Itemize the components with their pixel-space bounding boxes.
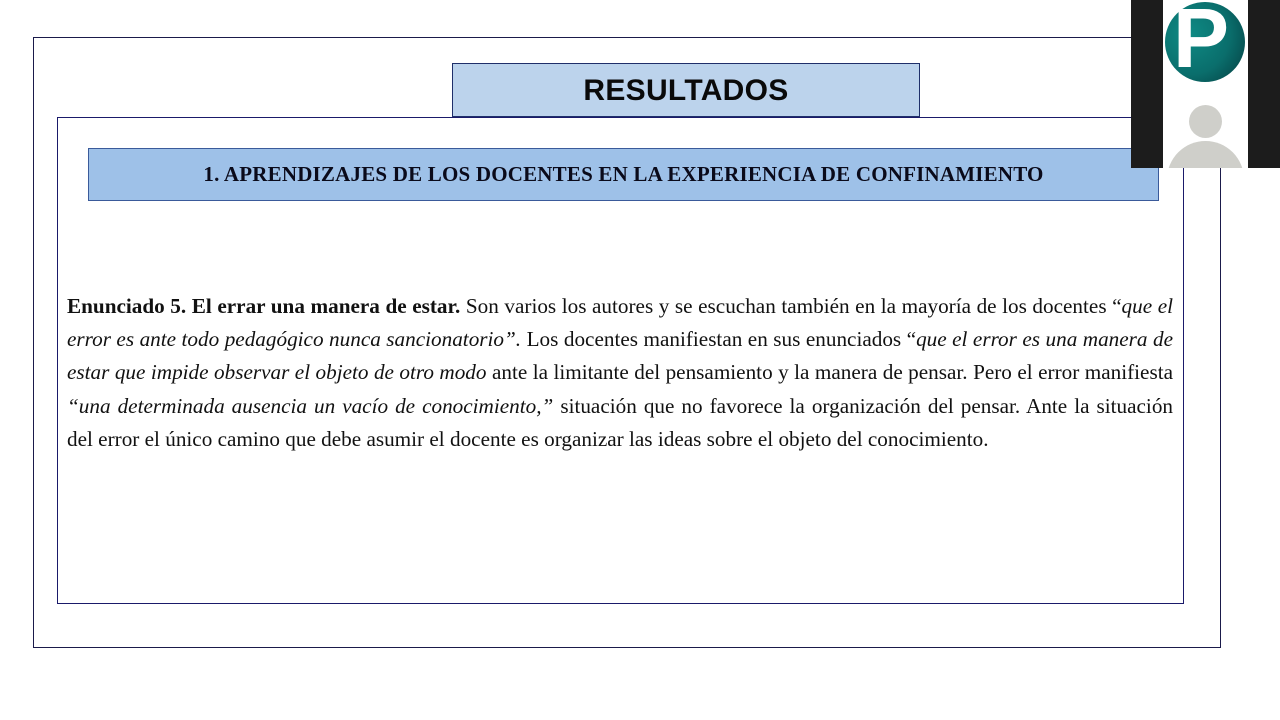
text-segment: situación que no favorece la organización del pensar. Ante la situación del error el único camino que debe asumir el docente es organizar las ideas sobre el objeto del conocimiento. xyxy=(67,393,1174,451)
text-segment: Son varios los autores y se escuchan también en la mayoría de los docentes “ xyxy=(460,294,1122,318)
section-heading-banner xyxy=(88,148,1159,201)
text-segment: Los docentes manifiestan en sus enunciados “ xyxy=(521,327,917,352)
statement-heading: Enunciado 5. El errar una manera de estar. xyxy=(67,294,461,318)
slide-title-box xyxy=(452,63,920,117)
section-heading: 1. APRENDIZAJES DE LOS DOCENTES EN LA EXPERIENCIA DE CONFINAMIENTO xyxy=(203,162,1044,186)
text-segment: ante la limitante del pensamiento y la manera de pensar. Pero el error manifiesta xyxy=(486,360,1173,385)
quote-segment: “una determinada ausencia un vacío de conocimiento,” xyxy=(67,393,554,418)
slide-title: RESULTADOS xyxy=(583,74,789,107)
quote-segment: que el error es una manera de estar que impide observar el objeto de otro modo xyxy=(67,327,1173,385)
p-logo-icon xyxy=(1165,0,1245,85)
participant-tile[interactable] xyxy=(1163,0,1248,168)
quote-segment: que el error es ante todo pedagógico nunca sancionatorio”. xyxy=(67,294,1173,352)
video-participant-panel[interactable] xyxy=(1131,0,1280,168)
body-paragraph xyxy=(67,290,1173,456)
user-avatar-body xyxy=(1167,141,1244,168)
user-avatar-icon xyxy=(1189,105,1222,138)
logo-letter: P xyxy=(1173,0,1230,85)
